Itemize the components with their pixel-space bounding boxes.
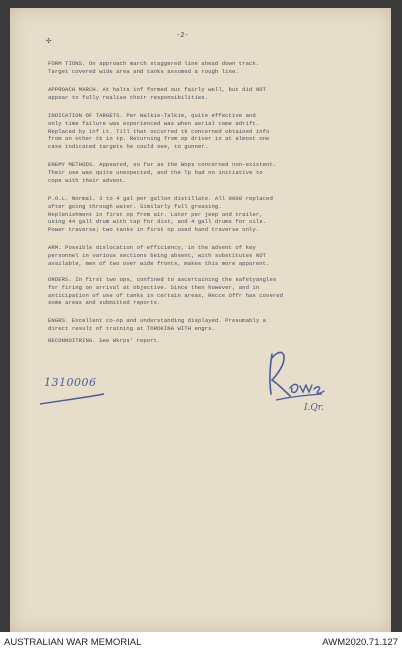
signature [262,344,328,416]
footer-reference: AWM2020.71.127 [322,637,398,648]
text-line: some areas and submitted reports. [48,299,161,307]
paragraph-reconnoitring [48,337,380,345]
text-line: RECONNOITRING. See Wkrps' report. [48,337,161,344]
paragraph-formations [48,60,380,76]
pin-mark: ✣ [46,36,52,46]
text-line: cope with their advent. [48,176,127,184]
text-line: Replenishment in first op from air. Later per jeep and trailer, [48,210,263,218]
text-line: case indicated targets he could see, to gunner. [48,143,209,151]
text-line: ENEMY METHODS. Appeared, so far as the Wops concerned non-existent. [48,161,277,168]
text-line: anticipation of use of tanks in certain areas, Recce Offr has covered [48,291,284,299]
paragraph-approach-march [48,86,380,102]
text-line: after going through water. Similarly full greasing. [48,202,222,210]
archive-footer [0,632,402,653]
text-line: Their use was quite unexpected, and the Tp had no initiative to [48,168,263,176]
page-number: -2- [176,32,189,40]
text-line: INDICATION OF TARGETS. Per Walkie-Talkie, quite effective and [48,112,256,119]
text-line: P.O.L. Normal. 3 to 4 gal per gallon distillate. All 0000 replaced [48,195,273,202]
text-line: APPROACH MARCH. At halts inf formed out fairly well, but did NOT [48,86,267,93]
svg-text:I.Qr.: I.Qr. [304,403,324,413]
text-line: only time failure was experienced was when aerial came adrift. [48,119,260,127]
text-line: available, men of two over wide fronts, makes this more apparent. [48,259,270,267]
handwritten-number: 1310006 [44,376,97,389]
text-line: personnel in various sections being absent, with substitutes NOT [48,251,267,259]
paragraph-enemy-methods [48,161,380,184]
text-line: FORM TIONS. On approach march staggered line ahead down track. [48,60,260,67]
text-line: Replaced by inf Lt. Till that occurred tk concerned obtained info [48,127,270,135]
text-line: using 44 gall drum with tap for dist, and 4 gall drums for oils. [48,218,267,226]
paragraph-indication-of-targets [48,112,380,151]
text-line: ARM. Possible dislocation of efficiency, in the advent of key [48,244,256,251]
paragraph-pol [48,195,380,234]
text-line: Target covered wide area and tanks assumed a rough line. [48,67,239,75]
paragraph-engrs [48,317,380,333]
paragraph-arm [48,244,380,267]
handwritten-underline [38,392,108,408]
text-line: from an other tk in tp. Returning from op driver in at almost one [48,135,270,143]
text-line: direct result of training at TOROKINA WITH engrs. [48,324,215,332]
text-line: ORDERS. In first two ops, confined to ascertaining the safetyangles [48,276,277,283]
text-line: ENGRS. Excellent co-op and understanding displayed. Presumably a [48,317,267,324]
paragraph-orders [48,276,380,307]
text-line: appear to fully realise their responsibilities. [48,93,209,101]
text-line: Power traverse; two tanks in first op used hand traverse only. [48,226,260,234]
footer-institution: AUSTRALIAN WAR MEMORIAL [4,637,142,648]
text-line: for firing on arrival at objective. Since then however, and in [48,283,260,291]
